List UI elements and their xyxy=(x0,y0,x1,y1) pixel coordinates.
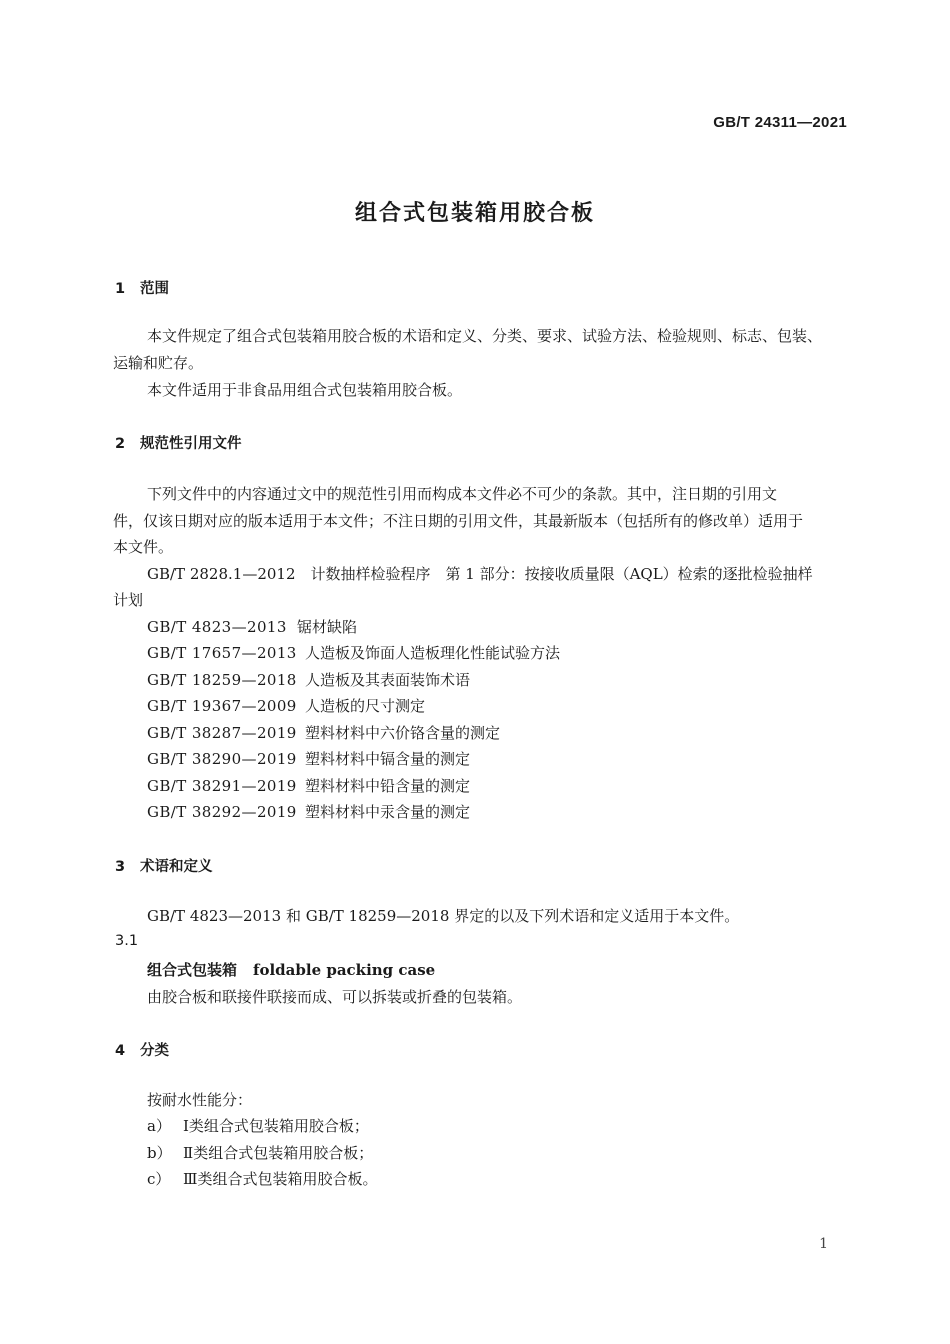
reference-code: GB/T 17657—2013 xyxy=(147,644,297,662)
section-title: 范围 xyxy=(140,281,169,297)
reference-title: 锯材缺陷 xyxy=(297,618,358,636)
list-text: Ⅰ类组合式包装箱用胶合板； xyxy=(183,1117,369,1135)
term-definition: 由胶合板和联接件联接而成、可以拆装或折叠的包装箱。 xyxy=(147,988,523,1006)
reference-title: 人造板及其表面装饰术语 xyxy=(305,671,471,689)
paragraph-line: 下列文件中的内容通过文中的规范性引用而构成本文件必不可少的条款。其中，注日期的引用文 xyxy=(147,485,778,503)
reference-item xyxy=(147,616,357,637)
reference-code: GB/T 38290—2019 xyxy=(147,750,297,768)
reference-item xyxy=(147,775,470,796)
reference-item xyxy=(147,642,560,663)
reference-item xyxy=(147,801,470,822)
reference-title: 人造板及饰面人造板理化性能试验方法 xyxy=(305,644,561,662)
term-name xyxy=(147,959,435,980)
section-4-heading xyxy=(115,1039,169,1060)
section-2-heading xyxy=(115,432,242,453)
list-marker: a） xyxy=(147,1117,171,1135)
reference-line: 计划 xyxy=(113,591,144,609)
paragraph: 按耐水性能分： xyxy=(147,1091,253,1109)
paragraph-line: 本文件。 xyxy=(113,538,174,556)
term-name-en: foldable packing case xyxy=(253,961,436,979)
reference-line: GB/T 2828.1—2012 计数抽样检验程序 第 1 部分：按接收质量限（AQL）检索的逐批检验抽样 xyxy=(147,565,813,583)
section-1-heading xyxy=(115,277,169,298)
reference-title: 塑料材料中六价铬含量的测定 xyxy=(305,724,501,742)
page-number: 1 xyxy=(819,1236,828,1252)
reference-code: GB/T 18259—2018 xyxy=(147,671,297,689)
reference-item xyxy=(147,669,470,690)
term-number: 3.1 xyxy=(115,933,139,949)
paragraph-line: 运输和贮存。 xyxy=(113,354,204,372)
reference-item xyxy=(147,748,470,769)
paragraph-line: 本文件规定了组合式包装箱用胶合板的术语和定义、分类、要求、试验方法、检验规则、标志、包装、 xyxy=(147,327,823,345)
paragraph-line: 件，仅该日期对应的版本适用于本文件；不注日期的引用文件，其最新版本（包括所有的修改单）适用于 xyxy=(113,512,804,530)
reference-code: GB/T 38292—2019 xyxy=(147,803,297,821)
reference-title: 人造板的尺寸测定 xyxy=(305,697,426,715)
standard-code: GB/T 24311—2021 xyxy=(713,114,847,131)
section-number: 3 xyxy=(115,859,126,875)
section-title: 术语和定义 xyxy=(140,859,213,875)
list-item xyxy=(147,1168,377,1189)
section-number: 2 xyxy=(115,436,126,452)
term-name-zh: 组合式包装箱 xyxy=(147,961,238,979)
document-title: 组合式包装箱用胶合板 xyxy=(354,201,595,226)
paragraph: 本文件适用于非食品用组合式包装箱用胶合板。 xyxy=(147,381,463,399)
reference-code: GB/T 38287—2019 xyxy=(147,724,297,742)
list-marker: b） xyxy=(147,1144,172,1162)
list-text: Ⅲ类组合式包装箱用胶合板。 xyxy=(183,1170,378,1188)
list-text: Ⅱ类组合式包装箱用胶合板； xyxy=(183,1144,374,1162)
section-title: 分类 xyxy=(140,1043,169,1059)
list-item xyxy=(147,1115,369,1136)
section-title: 规范性引用文件 xyxy=(140,436,242,452)
reference-title: 塑料材料中汞含量的测定 xyxy=(305,803,471,821)
paragraph: GB/T 4823—2013 和 GB/T 18259—2018 界定的以及下列术语和定义适用于本文件。 xyxy=(147,907,740,925)
section-number: 4 xyxy=(115,1043,126,1059)
reference-title: 塑料材料中铅含量的测定 xyxy=(305,777,471,795)
reference-item xyxy=(147,722,500,743)
section-number: 1 xyxy=(115,281,126,297)
reference-item xyxy=(147,695,425,716)
section-3-heading xyxy=(115,855,213,876)
reference-code: GB/T 38291—2019 xyxy=(147,777,297,795)
reference-code: GB/T 4823—2013 xyxy=(147,618,287,636)
list-marker: c） xyxy=(147,1170,171,1188)
list-item xyxy=(147,1142,373,1163)
reference-code: GB/T 19367—2009 xyxy=(147,697,297,715)
reference-title: 塑料材料中镉含量的测定 xyxy=(305,750,471,768)
